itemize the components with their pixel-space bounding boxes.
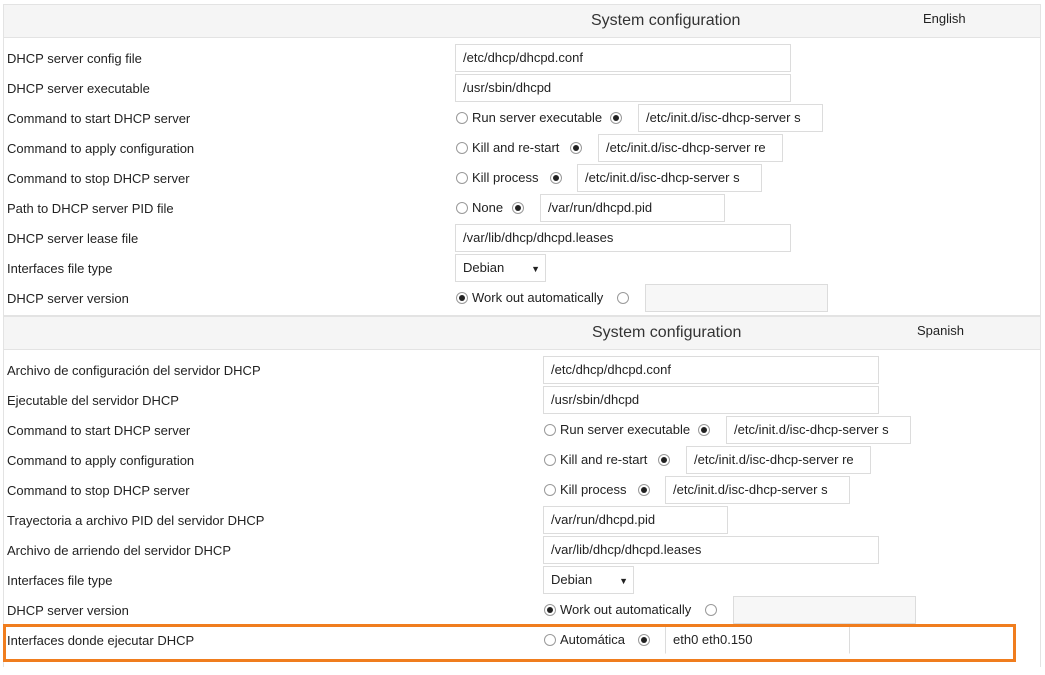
stop-kill-process-label: Kill process: [560, 482, 627, 497]
apply-custom-command-radio[interactable]: [570, 142, 582, 154]
executable-label: Ejecutable del servidor DHCP: [7, 393, 179, 408]
version-input[interactable]: [645, 284, 828, 312]
version-auto-label: Work out automatically: [560, 602, 692, 617]
apply-command-label: Command to apply configuration: [7, 141, 195, 156]
language-label: English: [923, 11, 966, 26]
stop-kill-process-radio[interactable]: [456, 172, 468, 184]
interfaces-label: Interfaces donde ejecutar DHCP: [7, 633, 195, 648]
apply-kill-restart-label: Kill and re-start: [472, 140, 560, 155]
stop-command-input[interactable]: /etc/init.d/isc-dhcp-server s: [577, 164, 762, 192]
pid-file-input[interactable]: /var/run/dhcpd.pid: [543, 506, 728, 534]
version-auto-radio[interactable]: [544, 604, 556, 616]
apply-command-input[interactable]: /etc/init.d/isc-dhcp-server re: [598, 134, 783, 162]
stop-custom-command-radio[interactable]: [638, 484, 650, 496]
start-run-executable-label: Run server executable: [472, 110, 603, 125]
config-file-label: Archivo de configuración del servidor DHCP: [7, 363, 261, 378]
executable-label: DHCP server executable: [7, 81, 150, 96]
stop-kill-process-label: Kill process: [472, 170, 539, 185]
executable-input[interactable]: /usr/sbin/dhcpd: [543, 386, 879, 414]
panel-title: System configuration: [591, 12, 741, 29]
config-file-label: DHCP server config file: [7, 51, 142, 66]
start-command-input[interactable]: /etc/init.d/isc-dhcp-server s: [726, 416, 911, 444]
pid-custom-path-radio[interactable]: [512, 202, 524, 214]
panel-header: [4, 317, 1040, 350]
pid-none-radio[interactable]: [456, 202, 468, 214]
start-command-label: Command to start DHCP server: [7, 423, 191, 438]
apply-command-label: Command to apply configuration: [7, 453, 195, 468]
lease-file-label: Archivo de arriendo del servidor DHCP: [7, 543, 231, 558]
start-run-executable-radio[interactable]: [456, 112, 468, 124]
language-label: Spanish: [917, 323, 964, 338]
apply-kill-restart-label: Kill and re-start: [560, 452, 648, 467]
stop-command-label: Command to stop DHCP server: [7, 483, 190, 498]
server-version-label: DHCP server version: [7, 603, 129, 618]
apply-kill-restart-radio[interactable]: [456, 142, 468, 154]
start-command-label: Command to start DHCP server: [7, 111, 191, 126]
panel-header: [4, 5, 1040, 38]
panel-title: System configuration: [592, 324, 742, 341]
version-manual-radio[interactable]: [617, 292, 629, 304]
stop-custom-command-radio[interactable]: [550, 172, 562, 184]
pid-file-label: Path to DHCP server PID file: [7, 201, 174, 216]
interfaces-file-type-select[interactable]: [543, 566, 634, 594]
lease-file-input[interactable]: /var/lib/dhcp/dhcpd.leases: [455, 224, 791, 252]
interfaces-file-type-value: Debian: [551, 572, 593, 587]
interfaces-file-type-value: Debian: [463, 260, 505, 275]
interfaces-auto-label: Automática: [560, 632, 626, 647]
start-custom-command-radio[interactable]: [698, 424, 710, 436]
interfaces-file-type-select[interactable]: [455, 254, 546, 282]
pid-none-label: None: [472, 200, 504, 215]
chevron-down-icon: ▼: [531, 264, 540, 274]
server-version-label: DHCP server version: [7, 291, 129, 306]
config-panel-english: [3, 4, 1041, 316]
start-run-executable-radio[interactable]: [544, 424, 556, 436]
start-custom-command-radio[interactable]: [610, 112, 622, 124]
pid-file-input[interactable]: /var/run/dhcpd.pid: [540, 194, 725, 222]
stop-command-label: Command to stop DHCP server: [7, 171, 190, 186]
version-input[interactable]: [733, 596, 916, 624]
stop-command-input[interactable]: /etc/init.d/isc-dhcp-server s: [665, 476, 850, 504]
interfaces-file-type-label: Interfaces file type: [7, 261, 113, 276]
executable-input[interactable]: /usr/sbin/dhcpd: [455, 74, 791, 102]
lease-file-label: DHCP server lease file: [7, 231, 139, 246]
apply-kill-restart-radio[interactable]: [544, 454, 556, 466]
start-run-executable-label: Run server executable: [560, 422, 691, 437]
chevron-down-icon: ▼: [619, 576, 628, 586]
config-file-input[interactable]: /etc/dhcp/dhcpd.conf: [543, 356, 879, 384]
highlight-box: [3, 624, 1016, 662]
apply-command-input[interactable]: /etc/init.d/isc-dhcp-server re: [686, 446, 871, 474]
config-file-input[interactable]: /etc/dhcp/dhcpd.conf: [455, 44, 791, 72]
version-auto-radio[interactable]: [456, 292, 468, 304]
version-manual-radio[interactable]: [705, 604, 717, 616]
version-auto-label: Work out automatically: [472, 290, 604, 305]
stop-kill-process-radio[interactable]: [544, 484, 556, 496]
interfaces-file-type-label: Interfaces file type: [7, 573, 113, 588]
lease-file-input[interactable]: /var/lib/dhcp/dhcpd.leases: [543, 536, 879, 564]
pid-file-label: Trayectoria a archivo PID del servidor DHCP: [7, 513, 265, 528]
start-command-input[interactable]: /etc/init.d/isc-dhcp-server s: [638, 104, 823, 132]
interfaces-input[interactable]: eth0 eth0.150: [665, 626, 850, 654]
apply-custom-command-radio[interactable]: [658, 454, 670, 466]
config-panel-spanish: [3, 316, 1041, 667]
